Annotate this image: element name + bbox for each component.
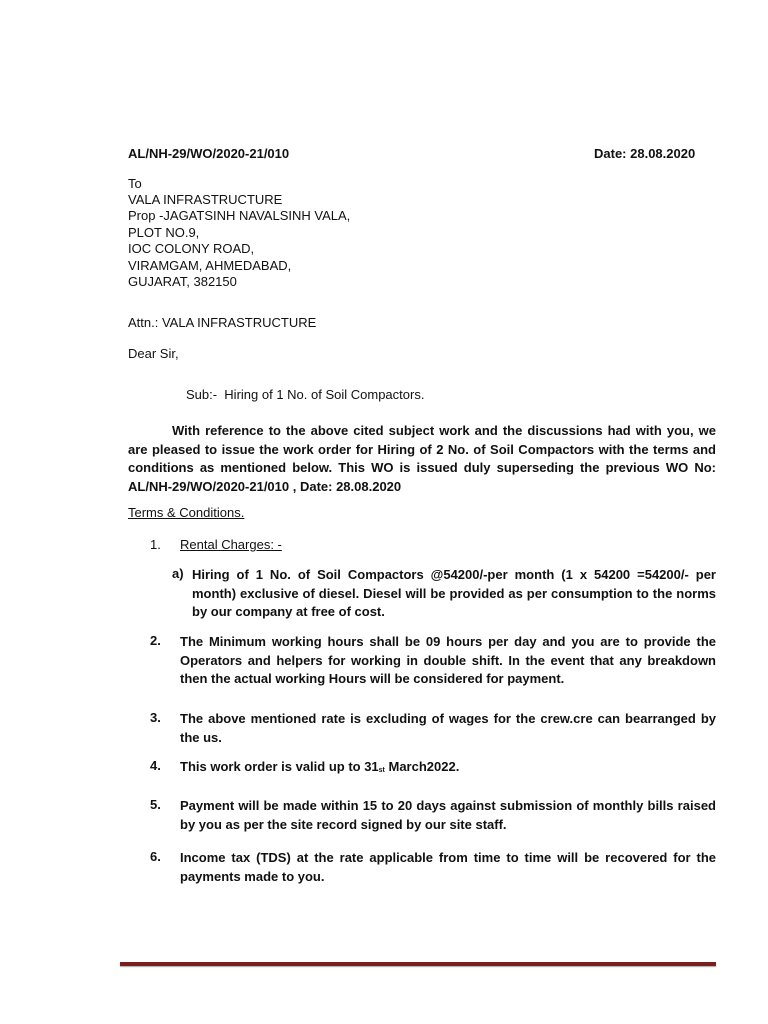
term-title: Rental Charges: - [180,537,282,552]
term-text [180,758,716,781]
address-line: GUJARAT, 382150 [128,274,237,289]
term-number: 1. [150,537,161,552]
term-number: 3. [150,710,161,725]
attention-line: Attn.: VALA INFRASTRUCTURE [128,315,317,330]
term-text: The above mentioned rate is excluding of wages for the crew.cre can bearranged by the us. [180,711,716,745]
address-line: VIRAMGAM, AHMEDABAD, [128,258,292,273]
footer-divider [120,962,716,966]
term-text: Payment will be made within 15 to 20 days against submission of monthly bills raised by you as per the site record signed by our site staff. [180,798,716,832]
term-number: 4. [150,758,161,773]
letter-date: Date: 28.08.2020 [594,146,696,161]
subterm-text: Hiring of 1 No. of Soil Compactors @54200/-per month (1 x 54200 =54200/- per month) exclusive of diesel. Diesel will be provided as per consumption to the norms by our company at free of cost. [192,567,716,619]
intro-paragraph: With reference to the above cited subject work and the discussions had with you, we are pleased to issue the work order for Hiring of 2 No. of Soil Compactors with the terms and conditions as mentioned below. This WO is issued duly superseding the previous WO No: AL/NH-29/WO/2020-21/010 , Date: 28.08.2020 [128,423,716,494]
reference-number: AL/NH-29/WO/2020-21/010 [128,146,290,161]
term-number: 2. [150,633,161,648]
address-line: IOC COLONY ROAD, [128,241,255,256]
address-line: VALA INFRASTRUCTURE [128,192,283,207]
term-text-part: March2022. [384,759,460,774]
terms-heading: Terms & Conditions. [128,505,245,520]
term-text-part: This work order is valid up to 31 [180,759,379,774]
term-text: The Minimum working hours shall be 09 hours per day and you are to provide the Operators and helpers for working in double shift. In the event that any breakdown then the actual working Hours will be considered for payment. [180,634,716,686]
address-line: Prop -JAGATSINH NAVALSINH VALA, [128,208,351,223]
ordinal-suffix: st [378,767,385,774]
term-number: 6. [150,849,161,864]
salutation: Dear Sir, [128,346,179,361]
subject-line: Sub:- Hiring of 1 No. of Soil Compactors. [186,387,425,402]
term-number: 5. [150,797,161,812]
term-text: Income tax (TDS) at the rate applicable from time to time will be recovered for the payments made to you. [180,850,716,884]
address-line: PLOT NO.9, [128,225,200,240]
address-to: To [128,176,142,191]
subterm-label: a) [172,566,184,581]
